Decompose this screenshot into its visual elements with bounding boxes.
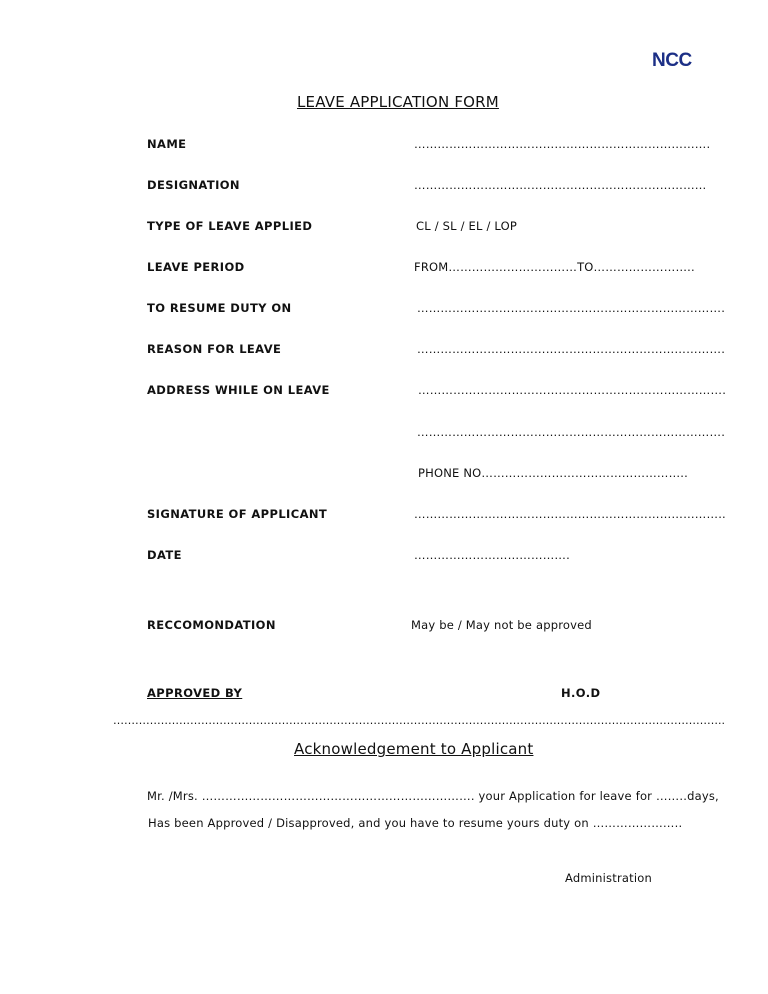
field-value-5: ……………………………………………………………………. [417,342,726,356]
field-value-0: …………………………………………………………………. [414,137,711,151]
acknowledgement-line-2: Has been Approved / Disapproved, and you have to resume yours duty on ………………….. [148,816,683,830]
field-label-to-resume-duty-on: TO RESUME DUTY ON [147,301,292,315]
field-label-leave-period: LEAVE PERIOD [147,260,245,274]
field-label-type-of-leave-applied: TYPE OF LEAVE APPLIED [147,219,313,233]
ncc-logo: NCC [652,50,692,71]
acknowledgement-line-1: Mr. /Mrs. ……………………………………………………………. your Application for leave for ……..days, [147,789,719,803]
field-value-7: ……………………………………………………………………. [417,425,726,439]
field-label-designation: DESIGNATION [147,178,240,192]
separator-dotted-line: ………………………………………………………………………………………………………………………………………………….. [113,714,725,727]
field-label-signature-of-applicant: SIGNATURE OF APPLICANT [147,507,328,521]
field-value-11: May be / May not be approved [411,618,592,632]
field-label-reason-for-leave: REASON FOR LEAVE [147,342,282,356]
field-value-3: FROM……………………………TO…………………….. [414,260,695,274]
field-label-address-while-on-leave: ADDRESS WHILE ON LEAVE [147,383,330,397]
form-title: LEAVE APPLICATION FORM [297,93,499,111]
field-label-reccomondation: RECCOMONDATION [147,618,276,632]
field-value-6: ……………………………………………………………………. [418,383,727,397]
field-value-8: PHONE NO…………………………………………….. [418,466,689,480]
field-value-9: …………………………………………………………………….. [414,507,726,521]
field-value-2: CL / SL / EL / LOP [416,219,517,233]
field-value-10: …………………………………. [414,548,570,562]
administration-signoff: Administration [565,871,652,885]
field-value-4: ……………………………………………………………………. [417,301,726,315]
hod-label: H.O.D [561,686,601,700]
field-value-1: ………………………………………………………………… [414,178,707,192]
approved-by-label: APPROVED BY [147,686,243,700]
acknowledgement-title: Acknowledgement to Applicant [294,740,534,758]
field-label-name: NAME [147,137,187,151]
field-label-date: DATE [147,548,182,562]
